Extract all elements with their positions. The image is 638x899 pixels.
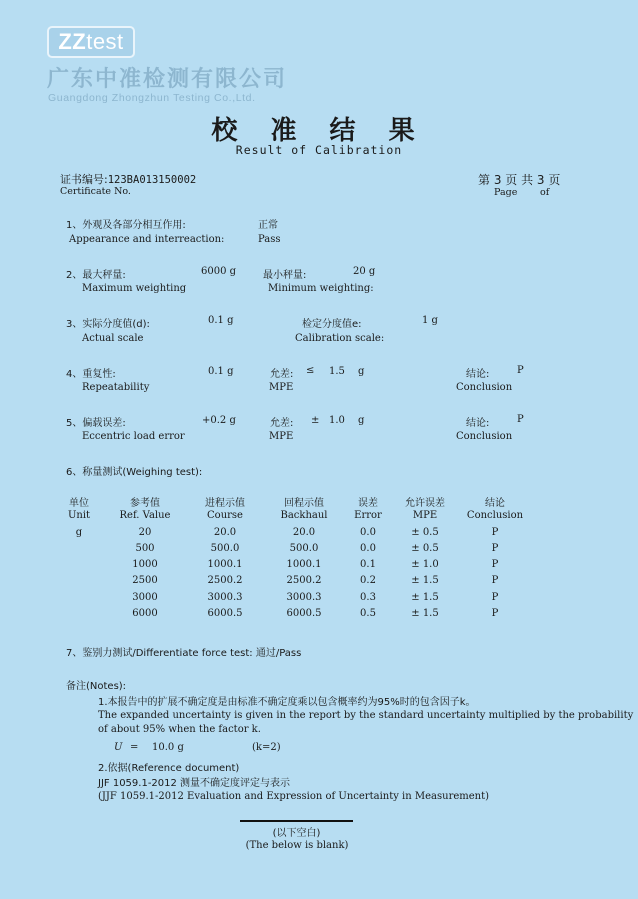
- eccentric-mpe-value: 1.0: [329, 415, 345, 426]
- certificate-label: 证书编号:: [60, 173, 108, 186]
- logo-zz: ZZ: [58, 29, 87, 54]
- table-cell: P: [491, 591, 499, 603]
- uncertainty-symbol: U: [114, 742, 123, 753]
- certificate-label-en: Certificate No.: [60, 186, 131, 197]
- table-cell: P: [491, 542, 499, 554]
- table-cell: ± 1.5: [411, 575, 439, 587]
- header-cell: Conclusion: [466, 510, 524, 522]
- header-cell: 单位: [69, 498, 89, 509]
- page-of-en: of: [540, 187, 550, 198]
- table-row: [58, 608, 558, 624]
- logo-test: test: [86, 29, 124, 54]
- repeatability-mpe-value: 1.5: [329, 366, 345, 377]
- table-cell: 0.3: [360, 591, 376, 603]
- header-cell: Ref. Value: [119, 510, 171, 522]
- table-cell: 3000.3: [207, 591, 243, 603]
- actual-scale-value: 0.1 g: [208, 315, 234, 326]
- weighing-test-label: 6、称量测试(Weighing test):: [66, 467, 203, 478]
- table-header-cn: [58, 494, 558, 510]
- eccentric-conclusion-value: P: [517, 414, 524, 425]
- header-cell: 进程示值: [205, 498, 245, 509]
- company-name-cn: 广东中准检测有限公司: [47, 67, 288, 92]
- table-cell: 0.5: [360, 608, 376, 620]
- table-cell: 1000: [132, 559, 158, 571]
- repeatability-conclusion-label-en: Conclusion: [456, 382, 513, 393]
- appearance-value-en: Pass: [258, 234, 281, 245]
- header-cell: 误差: [358, 498, 378, 509]
- table-cell: ± 1.0: [411, 559, 439, 571]
- repeatability-mpe-label-en: MPE: [269, 382, 294, 393]
- repeatability-mpe-label: 允差:: [270, 369, 294, 380]
- note-1-en-line2: of about 95% when the factor k.: [98, 724, 261, 735]
- certificate-number: 123BA013150002: [107, 174, 197, 186]
- repeatability-label-en: Repeatability: [82, 382, 150, 393]
- table-cell: 2500.2: [286, 575, 322, 587]
- note-2-reference-en: (JJF 1059.1-2012 Evaluation and Expression of Uncertainty in Measurement): [98, 791, 490, 802]
- note-1-cn: 1.本报告中的扩展不确定度是由标准不确定度乘以包含概率约为95%时的包含因子k。: [98, 697, 476, 708]
- table-cell: 3000: [132, 591, 158, 603]
- note-2-heading: 2.依据(Reference document): [98, 763, 240, 774]
- table-cell: 0.2: [360, 575, 376, 587]
- table-cell: ± 1.5: [411, 608, 439, 620]
- repeatability-conclusion-value: P: [517, 365, 524, 376]
- table-cell: 6000.5: [286, 608, 322, 620]
- repeatability-label: 4、重复性:: [66, 369, 116, 380]
- eccentric-label: 5、偏载误差:: [66, 418, 126, 429]
- min-weighing-value: 20 g: [353, 266, 376, 277]
- header-cell: Error: [354, 510, 382, 522]
- page-title: 校 准 结 果: [211, 116, 427, 146]
- certificate-number-row: [60, 171, 196, 187]
- table-cell: 500.0: [289, 542, 319, 554]
- actual-scale-label: 3、实际分度值(d):: [66, 319, 150, 330]
- table-cell: ± 0.5: [411, 542, 439, 554]
- header-cell: 允许误差: [405, 498, 445, 509]
- below-blank-en: (The below is blank): [245, 840, 349, 851]
- appearance-label-en: Appearance and interreaction:: [69, 234, 225, 245]
- table-cell: 20.0: [292, 526, 316, 538]
- page-label-en: Page: [494, 187, 518, 198]
- note-2-reference-cn: JJF 1059.1-2012 测量不确定度评定与表示: [98, 778, 291, 789]
- differentiate-force-label: 7、鉴别力测试/Differentiate force test: 通过/Pass: [66, 648, 302, 659]
- eccentric-conclusion-label: 结论:: [466, 418, 490, 429]
- table-cell: 20: [138, 526, 152, 538]
- eccentric-value: +0.2 g: [202, 415, 236, 426]
- min-weighing-label: 最小秤量:: [263, 270, 307, 281]
- company-logo: [47, 26, 135, 58]
- below-blank-cn: (以下空白): [272, 828, 321, 839]
- eccentric-mpe-unit: g: [358, 415, 365, 426]
- table-row: [58, 543, 558, 559]
- header-cell: Backhaul: [280, 510, 328, 522]
- company-name-en: Guangdong Zhongzhun Testing Co.,Ltd.: [48, 92, 256, 104]
- header-cell: 回程示值: [284, 498, 324, 509]
- table-cell: ± 0.5: [411, 526, 439, 538]
- table-cell: 2500: [132, 575, 158, 587]
- max-weighing-label: 2、最大秤量:: [66, 270, 126, 281]
- appearance-value: 正常: [258, 220, 278, 231]
- page-subtitle: Result of Calibration: [235, 143, 403, 157]
- table-cell: 500.0: [210, 542, 240, 554]
- table-cell: 2500.2: [207, 575, 243, 587]
- coverage-factor: (k=2): [252, 742, 281, 753]
- eccentric-mpe-label-en: MPE: [269, 431, 294, 442]
- table-cell: 0.0: [360, 526, 376, 538]
- calibration-scale-value: 1 g: [422, 315, 438, 326]
- table-cell: P: [491, 575, 499, 587]
- page-indicator: 第 3 页 共 3 页: [478, 173, 561, 187]
- table-cell: 6000: [132, 608, 158, 620]
- table-header-en: [58, 510, 558, 526]
- calibration-scale-label: 检定分度值e:: [302, 319, 362, 330]
- end-divider: [240, 820, 353, 822]
- table-cell: 500: [135, 542, 155, 554]
- table-cell: P: [491, 608, 499, 620]
- header-cell: 参考值: [130, 498, 160, 509]
- table-cell: 0.0: [360, 542, 376, 554]
- table-row: [58, 527, 558, 543]
- table-cell: 1000.1: [286, 559, 322, 571]
- eccentric-mpe-label: 允差:: [270, 418, 294, 429]
- table-row: [58, 592, 558, 608]
- calibration-scale-label-en: Calibration scale:: [295, 333, 385, 344]
- table-cell: P: [491, 526, 499, 538]
- table-cell: 6000.5: [207, 608, 243, 620]
- min-weighing-label-en: Minimum weighting:: [268, 283, 374, 294]
- table-row: [58, 559, 558, 575]
- eccentric-conclusion-label-en: Conclusion: [456, 431, 513, 442]
- table-cell: 20.0: [213, 526, 237, 538]
- uncertainty-equals: =: [130, 742, 139, 753]
- header-cell: MPE: [412, 510, 438, 522]
- repeatability-mpe-sign: ≤: [306, 365, 315, 376]
- header-cell: 结论: [485, 498, 505, 509]
- repeatability-mpe-unit: g: [358, 366, 365, 377]
- table-cell: 1000.1: [207, 559, 243, 571]
- actual-scale-label-en: Actual scale: [82, 333, 144, 344]
- uncertainty-value: 10.0 g: [152, 742, 184, 753]
- eccentric-label-en: Eccentric load error: [82, 431, 185, 442]
- table-cell: g: [75, 526, 83, 538]
- header-cell: Course: [207, 510, 243, 522]
- table-cell: 3000.3: [286, 591, 322, 603]
- table-cell: ± 1.5: [411, 591, 439, 603]
- header-cell: Unit: [67, 510, 91, 522]
- weighing-test-table: [58, 494, 558, 624]
- table-row: [58, 575, 558, 591]
- table-cell: P: [491, 559, 499, 571]
- repeatability-conclusion-label: 结论:: [466, 369, 490, 380]
- appearance-label: 1、外观及各部分相互作用:: [66, 220, 186, 231]
- max-weighing-label-en: Maximum weighting: [82, 283, 187, 294]
- repeatability-value: 0.1 g: [208, 366, 234, 377]
- notes-heading: 备注(Notes):: [66, 681, 127, 692]
- table-cell: 0.1: [360, 559, 376, 571]
- max-weighing-value: 6000 g: [201, 266, 237, 277]
- eccentric-mpe-sign: ±: [311, 415, 320, 426]
- note-1-en-line1: The expanded uncertainty is given in the report by the standard uncertainty multiplied by the probability: [98, 710, 634, 721]
